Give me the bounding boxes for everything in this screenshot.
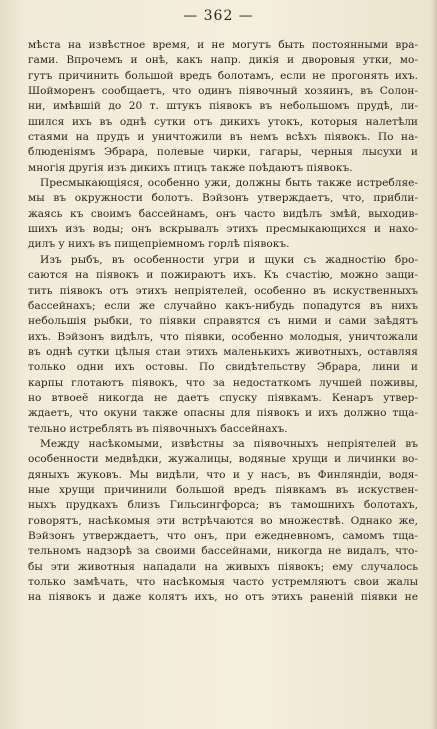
text-line: ждаетъ, что окуни также опасны для піявокъ и ихъ должно тща-: [28, 407, 418, 420]
text-line: дилъ у нихъ въ пищепріемномъ горлѣ піявокъ.: [28, 238, 290, 251]
text-line: жаясь къ своимъ бассейнамъ, онъ часто видѣлъ змѣй, выходив-: [28, 207, 418, 220]
text-line: саются на піявокъ и пожираютъ ихъ. Къ счастію, можно защи-: [28, 269, 418, 282]
text-line: въ однѣ сутки цѣлыя стаи этихъ маленькихъ животныхъ, оставляя: [28, 345, 418, 358]
text-line: мѣста на извѣстное время, и не могутъ быть постоянными вра-: [28, 39, 418, 51]
text-line: Изъ рыбъ, въ особенности угри и щуки съ жадностію бро-: [40, 253, 418, 266]
text-line: гами. Впрочемъ и онѣ, какъ напр. дикія и дворовыя утки, мо-: [28, 54, 418, 67]
text-line: ихъ. Вэйзонъ видѣлъ, что піявки, особенно молодыя, уничтожали: [28, 330, 418, 343]
text-line: шихъ изъ воды; онъ вскрывалъ этихъ пресмыкающихся и нахо-: [28, 223, 418, 236]
text-line: ныхъ прудкахъ близъ Гильсингфорса; въ тамошнихъ болотахъ,: [28, 499, 418, 512]
text-line: говорятъ, насѣкомыя эти встрѣчаются во множествѣ. Однако же,: [28, 514, 418, 527]
text-line: на піявокъ и даже колятъ ихъ, но отъ этихъ раненій піявки не: [28, 591, 418, 604]
text-line: небольшія рыбки, то піявки справятся съ ними и сами заѣдятъ: [28, 315, 418, 328]
text-line: мы въ окружности болотъ. Вэйзонъ утверждаетъ, что, прибли-: [28, 192, 418, 205]
page-number: — 362 —: [183, 8, 254, 24]
page-edge-shadow: [431, 0, 437, 729]
text-line: Пресмыкающіяся, особенно ужи, должны быть также истребляе-: [40, 177, 418, 190]
text-line: но втвоеё никогда не даетъ спуску піявкамъ. Кенаръ утвер-: [28, 391, 418, 404]
text-line: бы эти животныя нападали на живыхъ піявокъ; ему случалось: [28, 560, 418, 573]
text-line: только одни ихъ остовы. По свидѣтельству Эбрара, лини и: [28, 361, 418, 374]
text-line: тельномъ надзорѣ за своими бассейнами, никогда не видалъ, что-: [28, 545, 418, 558]
text-line: тельно истреблять въ піявочныхъ бассейнахъ.: [28, 422, 288, 435]
text-line: Между насѣкомыми, извѣстны за піявочныхъ непріятелей въ: [40, 437, 418, 450]
text-line: блюденіямъ Эбрара, полевые чирки, гагары, черныя лысухи и: [28, 146, 418, 159]
text-line: особенности медвѣдки, жужалицы, водяные хрущи и личинки во-: [28, 453, 418, 466]
text-line: тить піявокъ отъ этихъ непріятелей, особенно въ искуственныхъ: [28, 284, 418, 297]
text-line: ни, имѣвшій до 20 т. штукъ піявокъ въ небольшомъ прудѣ, ли-: [28, 100, 418, 113]
text-line: стаями на прудъ и уничтожили въ немъ всѣхъ піявокъ. По на-: [28, 131, 418, 144]
text-line: Вэйзонъ утверждаетъ, что онъ, при ежедневномъ, самомъ тща-: [28, 530, 418, 542]
text-line: дяныхъ жуковъ. Мы видѣли, что и у насъ, въ Финляндіи, водя-: [28, 468, 418, 481]
text-line: ные хрущи причинили большой вредъ піявкамъ въ искуствен-: [28, 483, 418, 496]
text-line: Шоймоpенъ сообщаетъ, что одинъ піявочный хозяинъ, въ Солон-: [28, 85, 418, 98]
text-line: гутъ причинить большой вредъ болотамъ, если не прогонять ихъ.: [28, 69, 418, 82]
body-text: [28, 38, 418, 606]
text-line: шился ихъ въ однѣ сутки отъ дикихъ утокъ, которыя налетѣли: [28, 115, 418, 128]
text-line: бассейнахъ; если же случайно какъ-нибудь попадутся въ нихъ: [28, 299, 418, 312]
text-line: только замѣчать, что насѣкомыя часто устремляютъ свои жалы: [28, 576, 418, 589]
text-line: карпы глотаютъ піявокъ, что за недостаткомъ лучшей поживы,: [28, 376, 418, 389]
text-line: многія другія изъ дикихъ птицъ также поѣдаютъ піявокъ.: [28, 161, 353, 174]
